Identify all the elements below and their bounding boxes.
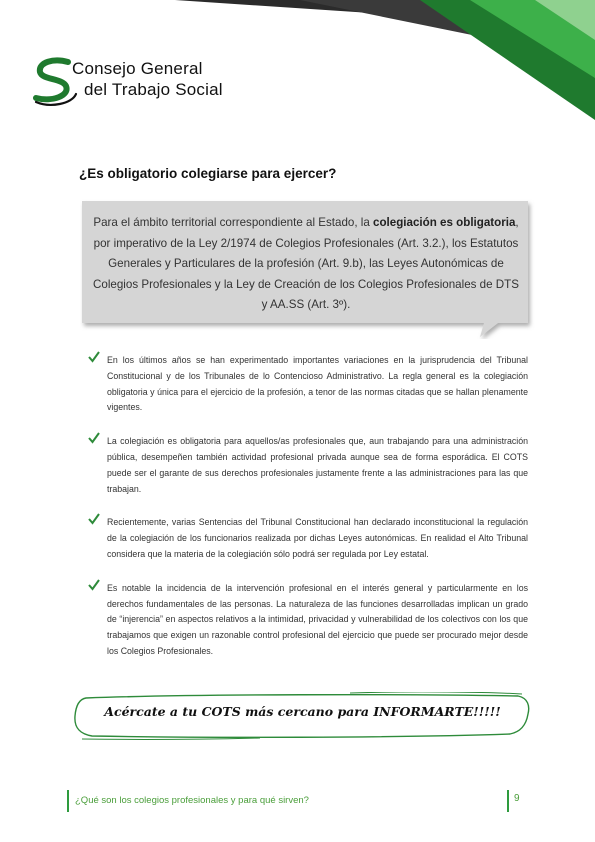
callout-box <box>80 199 530 331</box>
cta-text: Acércate a tu COTS más cercano para INFORMARTE!!!!! <box>104 704 501 719</box>
logo <box>32 56 252 108</box>
checkmark-icon <box>88 513 100 525</box>
checkmark-icon <box>88 432 100 444</box>
list-item-text: Recientemente, varias Sentencias del Tribunal Constitucional han declarado inconstitucional la regulación de la colegiación de los funcionarios realizada por dichas Leyes autonómicas. En realidad el Alto Tribunal considera que la materia de la colegiación sólo podrá ser regulada por Ley estatal. <box>107 517 528 559</box>
logo-line1: Consejo General <box>72 59 203 78</box>
logo-line2: del Trabajo Social <box>84 80 223 99</box>
list-item <box>88 515 528 562</box>
footer-title: ¿Qué son los colegios profesionales y para qué sirven? <box>75 795 309 806</box>
footer-divider-left <box>67 790 69 812</box>
checkmark-icon <box>88 351 100 363</box>
list-item-text: En los últimos años se han experimentado importantes variaciones en la jurisprudencia del Tribunal Constitucional y de los Tribunales de lo Contencioso Administrativo. La regla general es la colegiación obligatoria y única para el ejercicio de la profesión, a tenor de las normas citadas que se hallan plenamente vigentes. <box>107 355 528 413</box>
list-item <box>88 581 528 660</box>
list-item-text: La colegiación es obligatoria para aquellos/as profesionales que, aun trabajando para una administración pública, desempeñen también actividad profesional privada aunque sea de forma esporádica. El COTS puede ser el garante de sus derechos profesionales justamente frente a las administraciones para las que trabajan. <box>107 436 528 494</box>
bullet-list <box>88 353 528 678</box>
page-title: ¿Es obligatorio colegiarse para ejercer? <box>79 166 337 181</box>
checkmark-icon <box>88 579 100 591</box>
callout-text-part2: , por imperativo de la Ley 2/1974 de Colegios Profesionales (Art. 3.2.), los Estatutos Generales y Particulares de la profesión (Art. 9.b), las Leyes Autonómicas de Colegios Profesionales y la Ley de Creación de los Colegios Profesionales de DTS y AA.SS (Art. 3º). <box>93 216 519 311</box>
footer-divider-right <box>507 790 509 812</box>
callout-text <box>92 213 520 316</box>
callout-text-part1: Para el ámbito territorial correspondiente al Estado, la <box>93 216 374 229</box>
page-number: 9 <box>514 793 520 804</box>
list-item <box>88 353 528 416</box>
list-item-text: Es notable la incidencia de la intervención profesional en el interés general y particularmente en los derechos fundamentales de las personas. La naturaleza de las funciones desarrolladas implican un grado de “injerencia” en aspectos relativos a la intimidad, privacidad y vulnerabilidad de los colectivos con los que trabajamos que exigen un razonable control profesional del ejercicio que puede ser procurado mejor desde los Colegios Profesionales. <box>107 582 528 656</box>
cta-banner <box>70 692 535 740</box>
list-item <box>88 434 528 497</box>
callout-text-bold: colegiación es obligatoria <box>373 216 516 229</box>
